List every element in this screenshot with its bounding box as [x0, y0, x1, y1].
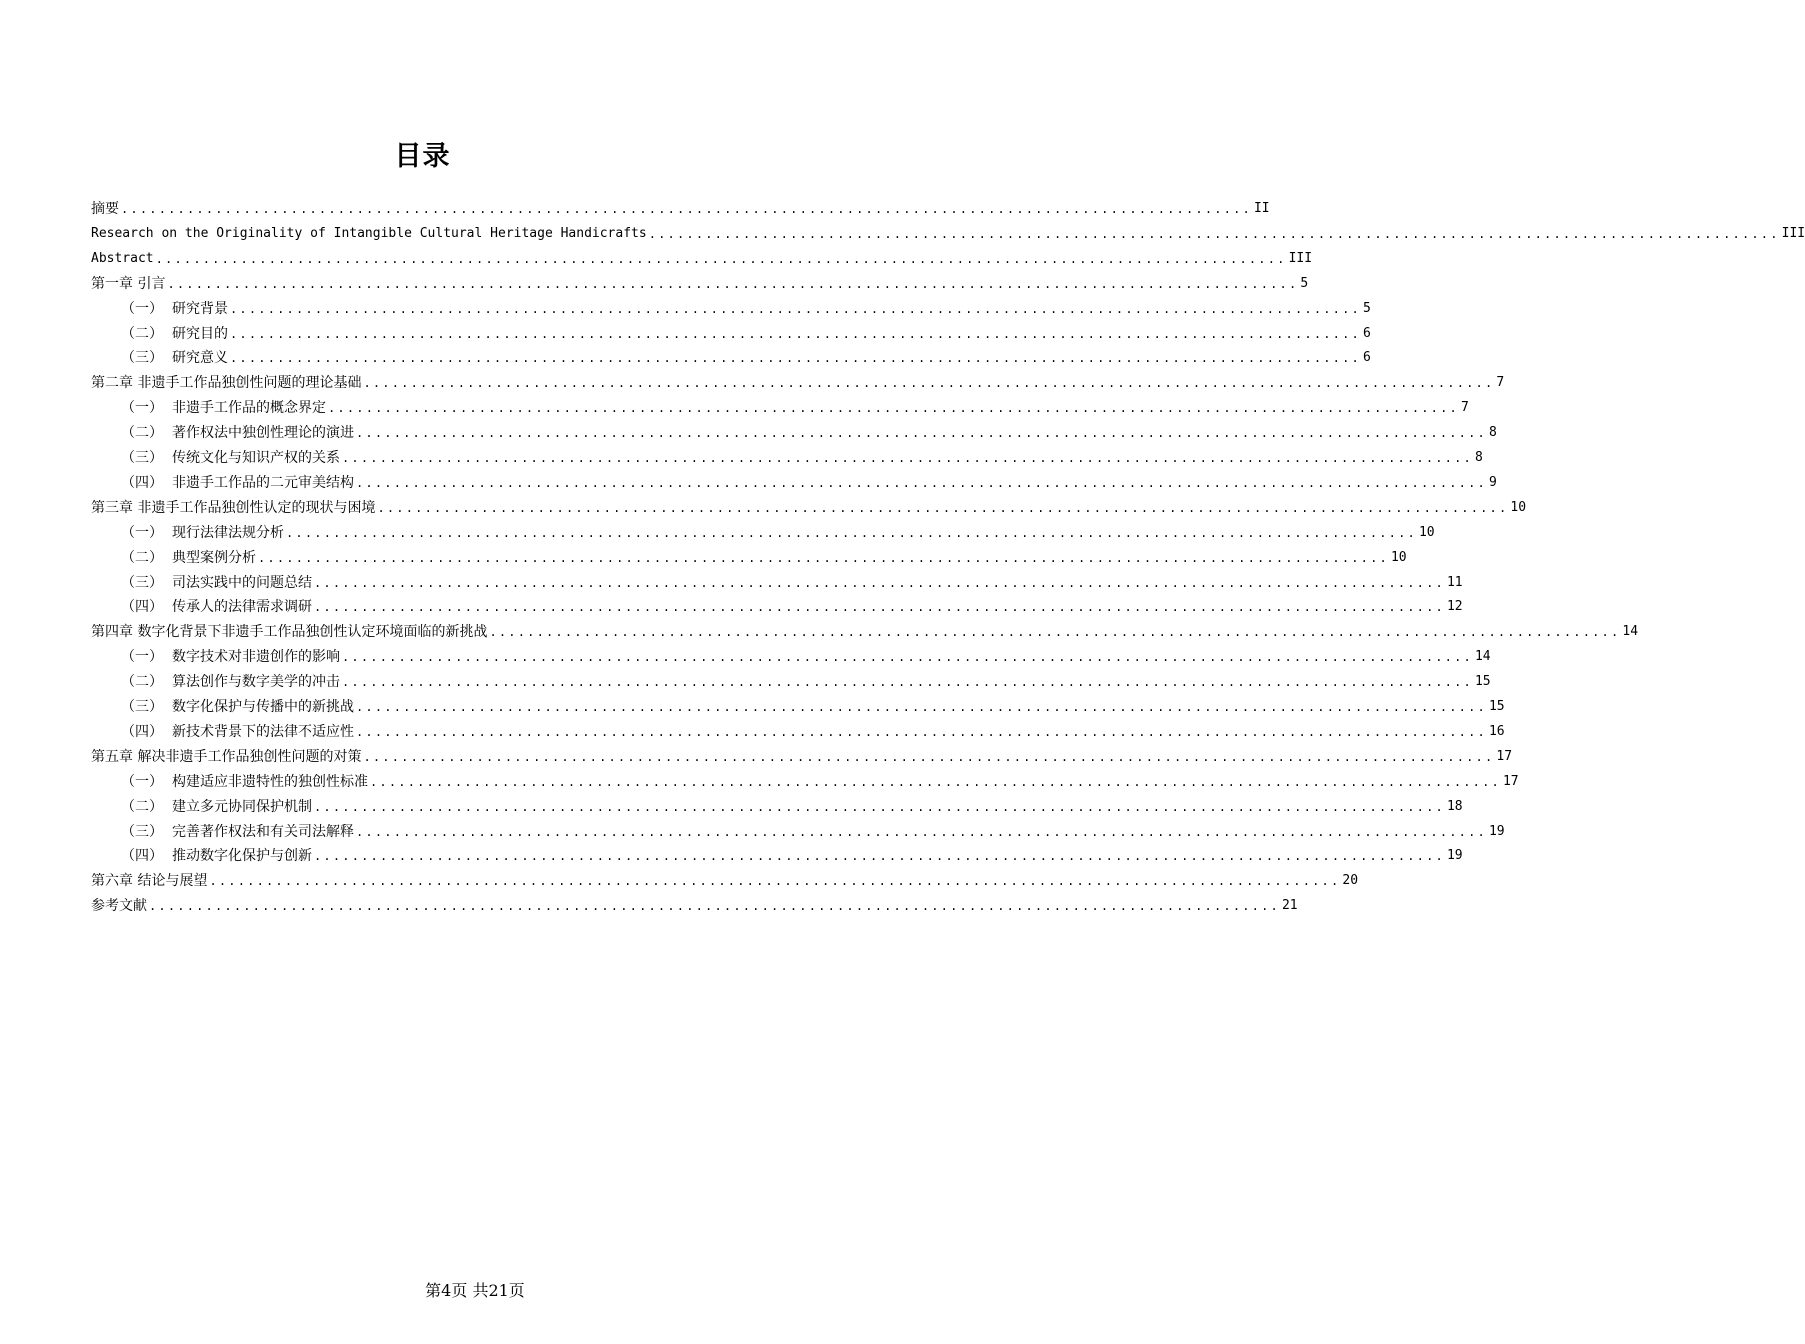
toc-entry-page-number: 7: [1496, 375, 1505, 391]
toc-entry-page-number: 21: [1281, 898, 1298, 914]
toc-dot-leader: ........................................................................................................................: [356, 475, 1487, 490]
toc-entry-page-number: 5: [1300, 275, 1309, 291]
toc-entry-label: 完善著作权法和有关司法解释: [172, 823, 354, 840]
toc-entry-page-number: 20: [1342, 873, 1359, 889]
toc-entry-number: （三）: [121, 450, 163, 466]
toc-entry-page-number: 14: [1474, 649, 1491, 665]
toc-entry[interactable]: [121, 820, 1505, 844]
toc-entry-label: 第三章 非遗手工作品独创性认定的现状与困境: [91, 499, 376, 516]
toc-entry[interactable]: [91, 496, 1527, 520]
toc-entry[interactable]: [121, 546, 1407, 570]
toc-entry-label: 新技术背景下的法律不适应性: [172, 723, 354, 740]
toc-entry[interactable]: [121, 521, 1435, 545]
toc-entry-label: 研究目的: [172, 325, 228, 342]
toc-dot-leader: ........................................................................................................................: [648, 226, 1780, 241]
toc-entry-page-number: 7: [1460, 400, 1469, 416]
toc-entry-number: （二）: [121, 325, 163, 342]
toc-entry-label: 第五章 解决非遗手工作品独创性问题的对策: [91, 748, 362, 765]
toc-entry[interactable]: [91, 247, 1313, 271]
toc-dot-leader: ........................................................................................................................: [370, 774, 1501, 789]
toc-entry-label: 建立多元协同保护机制: [172, 798, 312, 815]
toc-entry-label: 构建适应非遗特性的独创性标准: [172, 773, 368, 790]
toc-entry-number: （二）: [121, 425, 163, 442]
page-footer: 第4页 共21页: [425, 1281, 525, 1300]
toc-entry-page-number: 16: [1488, 723, 1505, 739]
toc-entry-page-number: 5: [1362, 300, 1371, 316]
toc-dot-leader: ........................................................................................................................: [356, 426, 1487, 441]
toc-entry-page-number: 10: [1418, 524, 1435, 540]
toc-entry-page-number: III: [1288, 250, 1313, 266]
toc-dot-leader: ........................................................................................................................: [121, 202, 1252, 216]
toc-dot-leader: ........................................................................................................................: [314, 799, 1445, 814]
toc-dot-leader: ........................................................................................................................: [149, 899, 1280, 914]
toc-dot-leader: ........................................................................................................................: [377, 500, 1509, 515]
toc-entry[interactable]: [91, 894, 1298, 918]
toc-entry-page-number: 6: [1362, 350, 1371, 366]
toc-dot-leader: ........................................................................................................................: [489, 625, 1621, 640]
toc-entry[interactable]: [121, 571, 1463, 595]
toc-entry-page-number: 10: [1510, 499, 1527, 515]
toc-entry-label: 算法创作与数字美学的冲击: [172, 674, 340, 691]
toc-entry-label: 传承人的法律需求调研: [172, 599, 312, 616]
toc-entry[interactable]: [91, 620, 1639, 644]
toc-dot-leader: ........................................................................................................................: [328, 401, 1459, 416]
toc-entry-label: 第四章 数字化背景下非遗手工作品独创性认定环境面临的新挑战: [91, 624, 488, 641]
toc-entry-number: （二）: [121, 798, 163, 815]
toc-entry-label: Abstract: [91, 250, 154, 266]
toc-entry-page-number: II: [1253, 201, 1270, 216]
toc-entry-page-number: 19: [1446, 848, 1463, 864]
toc-entry[interactable]: [91, 371, 1505, 395]
toc-entry[interactable]: [121, 720, 1505, 744]
toc-entry[interactable]: [121, 695, 1505, 719]
toc-entry-page-number: 17: [1502, 773, 1519, 789]
toc-entry-number: （二）: [121, 674, 163, 691]
toc-entry[interactable]: [121, 471, 1497, 495]
toc-entry-number: （三）: [121, 574, 163, 591]
toc-dot-leader: ........................................................................................................................: [286, 525, 1417, 540]
toc-entry-page-number: 12: [1446, 599, 1463, 615]
toc-dot-leader: ........................................................................................................................: [342, 675, 1473, 690]
toc-entry-label: 推动数字化保护与创新: [172, 848, 312, 865]
toc-entry-page-number: 15: [1488, 699, 1505, 714]
toc-entry[interactable]: [121, 670, 1491, 694]
toc-dot-leader: ........................................................................................................................: [363, 376, 1495, 391]
toc-entry[interactable]: [121, 645, 1491, 669]
toc-entry-label: 研究背景: [172, 300, 228, 317]
toc-dot-leader: ........................................................................................................................: [356, 700, 1487, 714]
toc-dot-leader: ........................................................................................................................: [209, 874, 1341, 889]
toc-entry-number: （四）: [121, 599, 163, 616]
page-title: 目录: [394, 141, 451, 172]
toc-entry-number: （一）: [121, 773, 163, 790]
toc-entry-number: （一）: [121, 649, 163, 666]
toc-entry[interactable]: [91, 272, 1309, 296]
toc-entry-number: （四）: [121, 474, 163, 491]
toc-entry-number: （一）: [121, 400, 163, 417]
toc-entry[interactable]: [121, 844, 1463, 868]
toc-dot-leader: ........................................................................................................................: [342, 451, 1473, 465]
toc-entry-label: 典型案例分析: [172, 549, 256, 566]
toc-entry-label: Research on the Originality of Intangible Cultural Heritage Handicrafts: [91, 225, 647, 241]
toc-entry-number: （二）: [121, 549, 163, 566]
toc-dot-leader: ........................................................................................................................: [356, 724, 1487, 739]
toc-dot-leader: ........................................................................................................................: [314, 575, 1445, 590]
toc-entry-label: 传统文化与知识产权的关系: [172, 450, 340, 466]
toc-entry-label: 第六章 结论与展望: [91, 873, 208, 890]
toc-dot-leader: ........................................................................................................................: [230, 326, 1361, 341]
toc-entry-label: 司法实践中的问题总结: [172, 574, 312, 591]
toc-entry-label: 现行法律法规分析: [172, 524, 284, 541]
toc-entry[interactable]: [91, 197, 1270, 221]
toc-entry[interactable]: [121, 421, 1497, 445]
toc-entry-page-number: 15: [1474, 674, 1491, 690]
toc-entry[interactable]: [121, 595, 1463, 619]
toc-entry[interactable]: [121, 346, 1371, 370]
toc-entry-label: 参考文献: [91, 898, 147, 915]
toc-entry[interactable]: [121, 446, 1483, 470]
toc-entry-page-number: 19: [1488, 823, 1505, 839]
toc-entry[interactable]: [121, 770, 1519, 794]
toc-dot-leader: ........................................................................................................................: [363, 749, 1495, 764]
toc-entry-number: （三）: [121, 699, 163, 715]
toc-entry[interactable]: [91, 222, 1805, 246]
toc-dot-leader: ........................................................................................................................: [314, 849, 1445, 864]
toc-entry-number: （一）: [121, 300, 163, 317]
toc-dot-leader: ........................................................................................................................: [342, 650, 1473, 665]
toc-entry[interactable]: [121, 297, 1371, 321]
toc-dot-leader: ........................................................................................................................: [356, 824, 1487, 839]
toc-entry[interactable]: [121, 322, 1371, 346]
toc-entry-label: 非遗手工作品的二元审美结构: [172, 474, 354, 491]
toc-entry-number: （三）: [121, 823, 163, 840]
toc-entry[interactable]: [91, 745, 1513, 769]
toc-entry-label: 数字技术对非遗创作的影响: [172, 649, 340, 666]
toc-dot-leader: ........................................................................................................................: [314, 600, 1445, 615]
toc-entry[interactable]: [121, 396, 1469, 420]
toc-entry-number: （四）: [121, 848, 163, 865]
toc-entry-number: （三）: [121, 350, 163, 367]
toc-entry-label: 著作权法中独创性理论的演进: [172, 425, 354, 442]
toc-entry[interactable]: [91, 869, 1359, 893]
toc-entry-page-number: 8: [1474, 450, 1483, 465]
toc-entry-page-number: 10: [1390, 549, 1407, 565]
toc-entry-page-number: 11: [1446, 574, 1463, 590]
toc-entry-page-number: 6: [1362, 325, 1371, 341]
toc-dot-leader: ........................................................................................................................: [155, 251, 1287, 266]
toc-entry-label: 研究意义: [172, 350, 228, 367]
toc-dot-leader: ........................................................................................................................: [230, 301, 1361, 316]
toc-entry-number: （一）: [121, 524, 163, 541]
toc-entry-page-number: 8: [1488, 425, 1497, 441]
toc-entry-label: 第一章 引言: [91, 275, 166, 292]
toc-entry-label: 非遗手工作品的概念界定: [172, 400, 326, 417]
toc-entry-label: 第二章 非遗手工作品独创性问题的理论基础: [91, 375, 362, 392]
toc-entry-page-number: 18: [1446, 798, 1463, 814]
toc-dot-leader: ........................................................................................................................: [167, 276, 1299, 291]
toc-entry-page-number: 17: [1496, 748, 1513, 764]
toc-entry-page-number: 14: [1622, 624, 1639, 640]
toc-dot-leader: ........................................................................................................................: [230, 351, 1361, 366]
toc-entry-label: 摘要: [91, 201, 119, 217]
toc-entry-label: 数字化保护与传播中的新挑战: [172, 699, 354, 715]
toc-dot-leader: ........................................................................................................................: [258, 550, 1389, 565]
toc-entry-number: （四）: [121, 723, 163, 740]
toc-entry-page-number: III: [1781, 225, 1805, 241]
toc-entry[interactable]: [121, 795, 1463, 819]
toc-entry-page-number: 9: [1488, 474, 1497, 490]
